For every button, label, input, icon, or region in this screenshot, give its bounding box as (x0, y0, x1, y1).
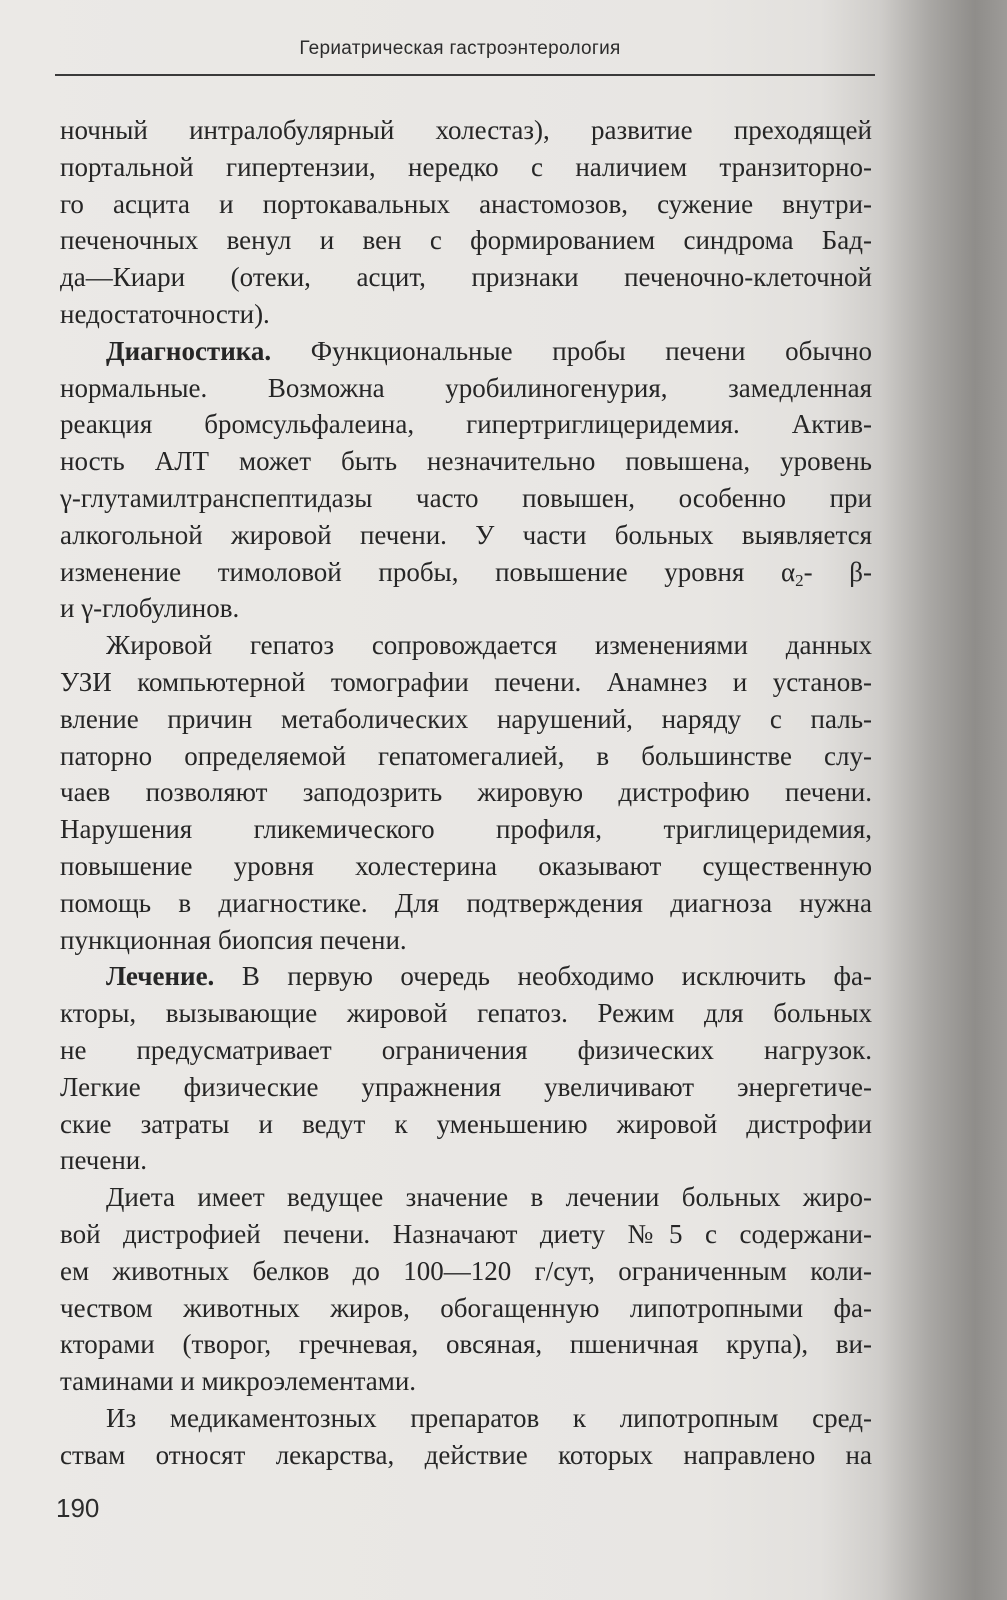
subscript: 2 (795, 570, 804, 590)
text-run: изменение тимоловой пробы, повышение уровня α (60, 556, 796, 587)
text-line: чаев позволяют заподозрить жировую дистрофию печени. (60, 777, 872, 808)
text-line: таминами и микроэлементами. (60, 1366, 417, 1397)
text-line: и γ-глобулинов. (60, 593, 240, 624)
text-line: да—Киари (отеки, асцит, признаки печеночно-клеточной (60, 262, 872, 293)
text-line: γ-глутамилтранспептидазы часто повышен, особенно при (60, 482, 872, 513)
running-head: Гериатрическая гастроэнтерология (299, 38, 621, 59)
text-line: го асцита и портокавальных анастомозов, сужение внутри- (60, 188, 872, 219)
text-line (60, 958, 872, 995)
body-text (60, 112, 872, 1473)
text-line: Легкие физические упражнения увеличивают энергетиче- (60, 1071, 872, 1102)
text-line: ность АЛТ может быть незначительно повышена, уровень (60, 446, 872, 477)
text-line: пункционная биопсия печени. (60, 924, 407, 955)
text-line: ночный интралобулярный холестаз), развитие преходящей (60, 115, 872, 145)
text-line: не предусматривает ограничения физических нагрузок. (60, 1034, 872, 1065)
text-line: портальной гипертензии, нередко с наличием транзиторно- (60, 151, 872, 182)
page-number: 190 (56, 1493, 100, 1523)
text-line: недостаточности). (60, 298, 270, 329)
header-rule (55, 74, 875, 76)
text-line: Из медикаментозных препаратов к липотропным сред- (106, 1402, 872, 1433)
text-line: ские затраты и ведут к уменьшению жировой дистрофии (60, 1108, 872, 1139)
text-line: нормальные. Возможна уробилиногенурия, замедленная (60, 372, 872, 403)
text-line: Нарушения гликемического профиля, триглицеридемия, (60, 814, 872, 845)
text-run: - β- (803, 556, 872, 587)
text-run: Функциональные пробы печени обычно (310, 335, 872, 366)
text-line: реакция бромсульфалеина, гипертриглицеридемия. Актив- (60, 409, 872, 440)
text-line: кторы, вызывающие жировой гепатоз. Режим для больных (60, 998, 872, 1029)
text-line: ем животных белков до 100—120 г/сут, ограниченным коли- (60, 1255, 872, 1286)
text-line: повышение уровня холестерина оказывают существенную (60, 850, 872, 881)
text-line: вление причин метаболических нарушений, наряду с паль- (60, 703, 872, 734)
text-line (60, 554, 872, 591)
text-line: чеством животных жиров, обогащенную липотропными фа- (60, 1292, 872, 1323)
text-line: Жировой гепатоз сопровождается изменениями данных (106, 630, 872, 661)
text-line: УЗИ компьютерной томографии печени. Анамнез и установ- (60, 666, 872, 697)
text-line: вой дистрофией печени. Назначают диету №5 с содержани- (60, 1218, 872, 1249)
text-line: помощь в диагностике. Для подтверждения диагноза нужна (60, 887, 872, 918)
text-run: В первую очередь необходимо исключить фа- (241, 961, 873, 992)
text-line: паторно определяемой гепатомегалией, в большинстве слу- (60, 740, 872, 771)
text-line (60, 333, 872, 370)
text-line: печени. (60, 1145, 147, 1176)
text-line: алкогольной жировой печени. У части больных выявляется (60, 519, 872, 550)
diagnostics-heading: Диагностика. (106, 335, 272, 366)
text-line: кторами (творог, гречневая, овсяная, пшеничная крупа), ви- (60, 1329, 872, 1360)
treatment-heading: Лечение. (106, 961, 215, 992)
text-line: печеночных венул и вен с формированием синдрома Бад- (60, 225, 872, 256)
text-line: Диета имеет ведущее значение в лечении больных жиро- (106, 1182, 872, 1213)
text-line: ствам относят лекарства, действие которых направлено на (60, 1439, 872, 1470)
